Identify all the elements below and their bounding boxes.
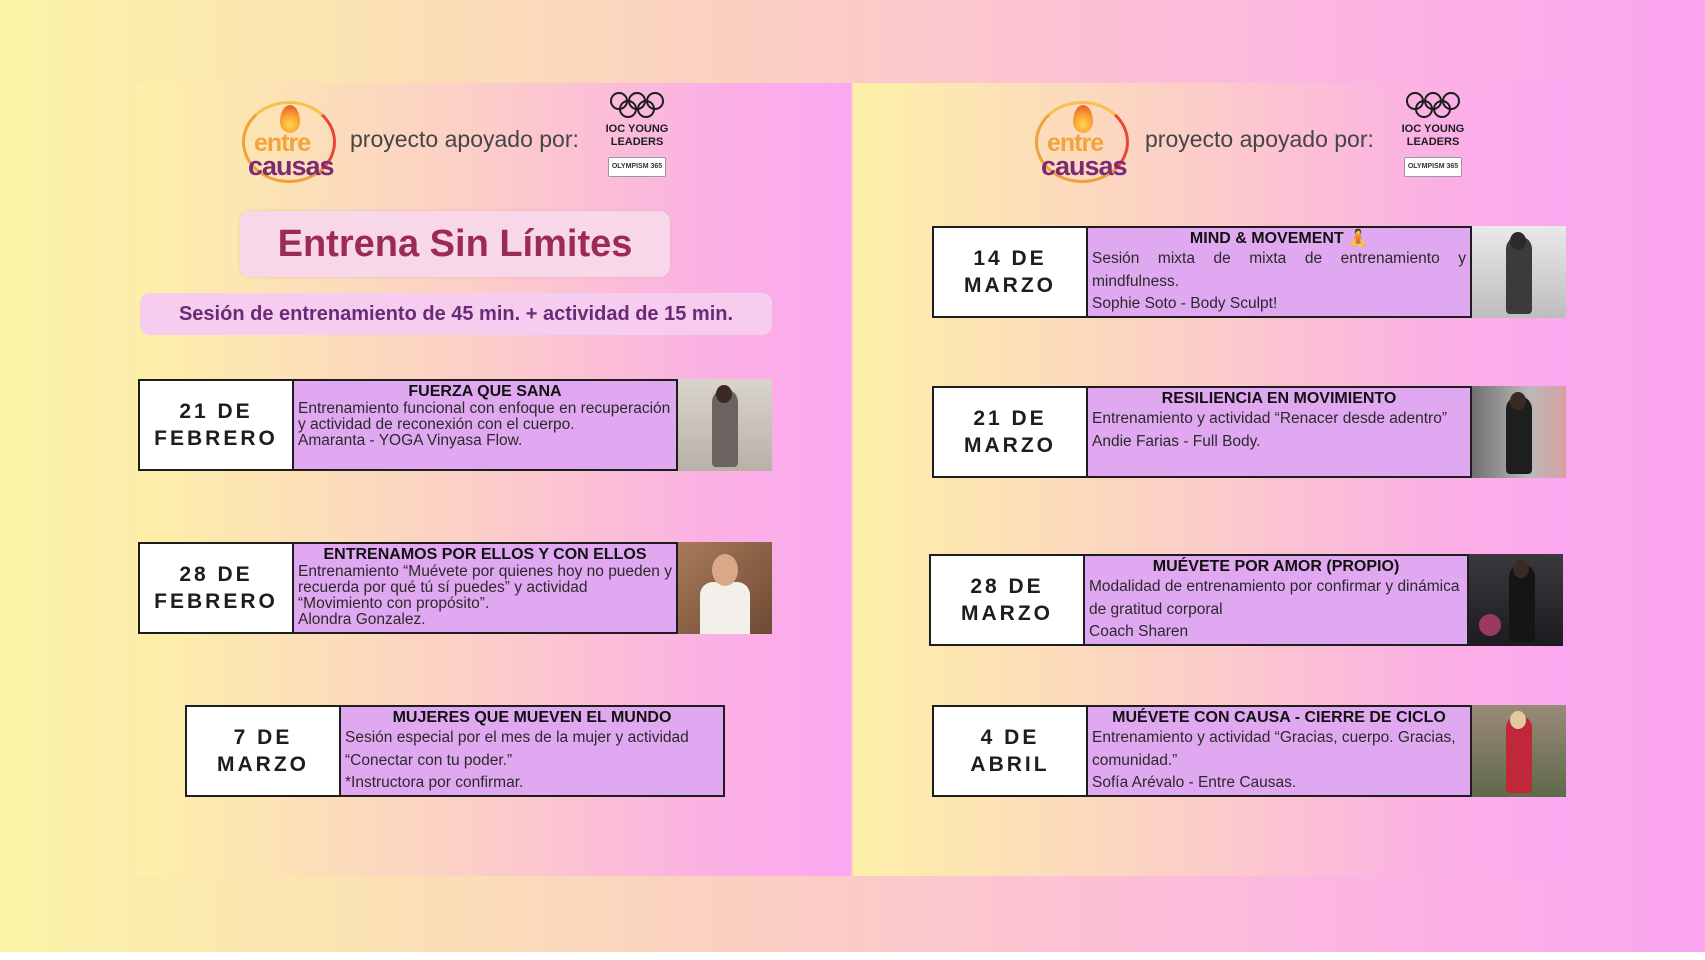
event-info <box>294 379 678 471</box>
right-slide-panel <box>853 83 1568 876</box>
event-card <box>185 705 725 797</box>
event-date <box>138 379 294 471</box>
date-day: 7 DE <box>233 726 293 749</box>
event-description: Entrenamiento y actividad “Renacer desde adentro” <box>1092 410 1447 427</box>
event-description: Sesión mixta de mixta de entrenamiento y mindfulness. <box>1092 250 1466 290</box>
event-card <box>932 226 1566 318</box>
page-subtitle: Sesión de entrenamiento de 45 min. + actividad de 15 min. <box>140 293 772 335</box>
left-slide-panel <box>136 83 851 876</box>
event-date <box>138 542 294 634</box>
event-card <box>932 705 1566 797</box>
date-month: MARZO <box>964 274 1056 297</box>
event-info <box>1088 386 1472 478</box>
ioc-young-leaders-logo <box>1400 92 1466 188</box>
ioc-line-2: LEADERS <box>610 136 664 148</box>
page-title: Entrena Sin Límites <box>240 211 670 277</box>
event-card <box>929 554 1563 646</box>
instructor-photo <box>1469 554 1563 646</box>
date-day: 28 DE <box>179 563 253 586</box>
event-date <box>932 705 1088 797</box>
event-title: MUJERES QUE MUEVEN EL MUNDO <box>392 709 672 726</box>
date-month: FEBRERO <box>154 590 278 613</box>
event-title: MIND & MOVEMENT 🧘 <box>1189 230 1369 247</box>
date-month: ABRIL <box>970 753 1050 776</box>
instructor-photo <box>1472 705 1566 797</box>
date-month: MARZO <box>217 753 309 776</box>
support-text: proyecto apoyado por: <box>1145 126 1374 152</box>
event-info <box>1085 554 1469 646</box>
event-title: ENTRENAMOS POR ELLOS Y CON ELLOS <box>323 546 647 563</box>
bottom-strip <box>0 952 1705 960</box>
event-instructor: *Instructora por confirmar. <box>345 774 524 791</box>
event-description: Modalidad de entrenamiento por confirmar y dinámica de gratitud corporal <box>1089 578 1460 618</box>
event-card <box>932 386 1566 478</box>
event-description: Sesión especial por el mes de la mujer y actividad “Conectar con tu poder.” <box>345 729 689 769</box>
olympism-badge: OLYMPISM 365 <box>1404 157 1462 177</box>
event-description: Entrenamiento “Muévete por quienes hoy no pueden y recuerda por qué tú sí puedes” y actividad “Movimiento con propósito”. <box>298 563 672 612</box>
event-info <box>341 705 725 797</box>
logo-word-top: entre <box>1047 129 1104 157</box>
support-text: proyecto apoyado por: <box>350 126 579 152</box>
event-description: Entrenamiento funcional con enfoque en recuperación y actividad de reconexión con el cuerpo. <box>298 400 671 433</box>
event-title: FUERZA QUE SANA <box>408 383 562 400</box>
ioc-line-2: LEADERS <box>1406 136 1460 148</box>
olympic-rings-icon <box>609 92 665 118</box>
logo-word-bottom: causas <box>248 151 334 181</box>
date-day: 4 DE <box>980 726 1040 749</box>
event-instructor: Sophie Soto - Body Sculpt! <box>1092 295 1278 312</box>
event-date <box>185 705 341 797</box>
date-day: 28 DE <box>970 575 1044 598</box>
olympism-badge: OLYMPISM 365 <box>608 157 666 177</box>
logo-word-top: entre <box>254 129 311 157</box>
event-instructor: Sofía Arévalo - Entre Causas. <box>1092 774 1297 791</box>
event-card <box>138 379 772 471</box>
date-day: 21 DE <box>179 400 253 423</box>
event-date <box>932 386 1088 478</box>
date-month: MARZO <box>964 434 1056 457</box>
instructor-photo <box>678 542 772 634</box>
ioc-line-1: IOC YOUNG <box>1401 123 1465 135</box>
event-date <box>932 226 1088 318</box>
event-instructor: Andie Farias - Full Body. <box>1092 432 1261 450</box>
instructor-photo <box>1472 386 1566 478</box>
panel-header <box>853 83 1568 193</box>
ioc-young-leaders-logo <box>604 92 670 188</box>
event-title: MUÉVETE POR AMOR (PROPIO) <box>1152 558 1400 575</box>
event-info <box>1088 226 1472 318</box>
event-title: RESILIENCIA EN MOVIMIENTO <box>1161 390 1397 407</box>
event-card <box>138 542 772 634</box>
event-instructor: Coach Sharen <box>1089 623 1189 640</box>
date-month: FEBRERO <box>154 427 278 450</box>
event-instructor: Alondra Gonzalez. <box>298 611 426 628</box>
event-info <box>1088 705 1472 797</box>
event-description: Entrenamiento y actividad “Gracias, cuerpo. Gracias, comunidad.” <box>1092 729 1456 769</box>
entre-causas-logo <box>240 95 344 185</box>
event-title: MUÉVETE CON CAUSA - CIERRE DE CICLO <box>1112 709 1446 726</box>
date-month: MARZO <box>961 602 1053 625</box>
instructor-photo <box>678 379 772 471</box>
logo-word-bottom: causas <box>1041 151 1127 181</box>
date-day: 14 DE <box>973 247 1047 270</box>
ioc-line-1: IOC YOUNG <box>605 123 669 135</box>
event-info <box>294 542 678 634</box>
event-instructor: Amaranta - YOGA Vinyasa Flow. <box>298 432 523 449</box>
date-day: 21 DE <box>973 407 1047 430</box>
olympic-rings-icon <box>1405 92 1461 118</box>
panel-header <box>136 83 851 193</box>
entre-causas-logo <box>1033 95 1137 185</box>
event-date <box>929 554 1085 646</box>
instructor-photo <box>1472 226 1566 318</box>
